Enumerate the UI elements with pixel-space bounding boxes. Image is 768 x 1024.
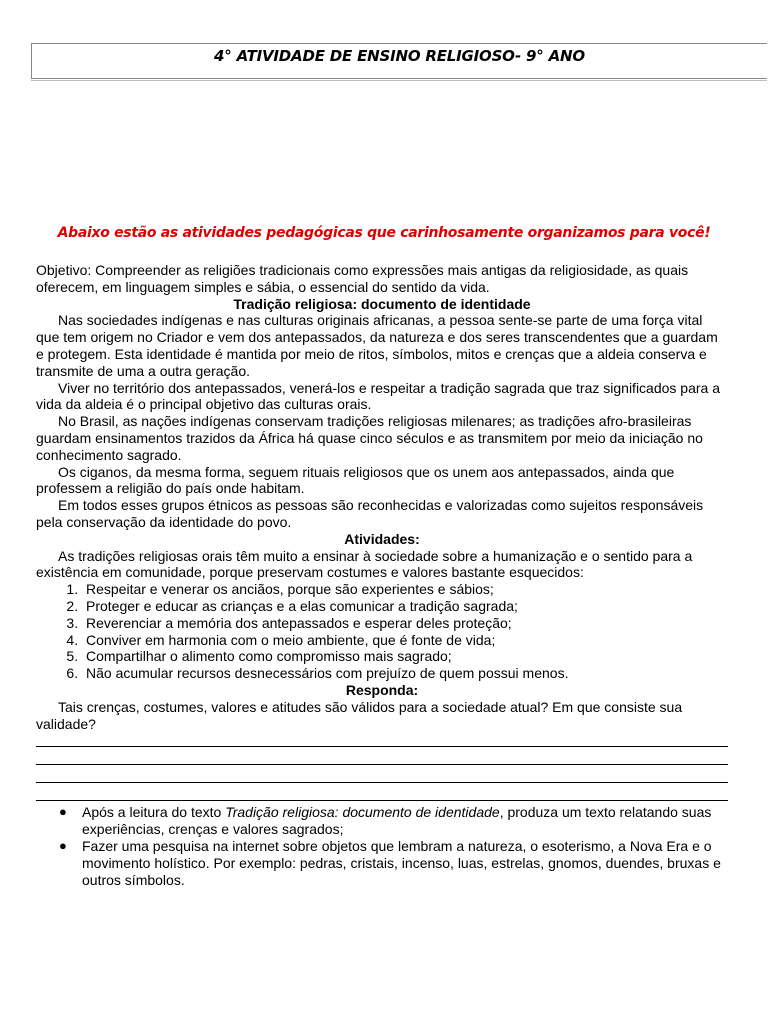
bullet-text-italic: Tradição religiosa: documento de identidade — [225, 804, 500, 821]
header-box — [31, 43, 767, 79]
values-list — [36, 581, 728, 682]
question-paragraph: Tais crenças, costumes, valores e atitudes são válidos para a sociedade atual? Em que consiste sua validade? — [36, 698, 683, 732]
objective-paragraph: Objetivo: Compreender as religiões tradicionais como expressões mais antigas da religiosidade, as quais oferecem, em linguagem simples e sábia, o essencial do sentido da vida. — [36, 262, 689, 295]
list-item: 1. Respeitar e venerar os anciãos, porque são experientes e sábios; — [82, 581, 728, 598]
tradition-paragraph-5: Em todos esses grupos étnicos as pessoas são reconhecidas e valorizadas como sujeitos responsáveis pela conservação da identidade do povo. — [36, 497, 704, 530]
answer-line[interactable] — [36, 750, 728, 765]
section-heading-activities: Atividades: — [344, 530, 420, 547]
list-item: 4. Conviver em harmonia com o meio ambiente, que é fonte de vida; — [82, 632, 728, 649]
tradition-paragraph-3: No Brasil, as nações indígenas conservam tradições religiosas milenares; as tradições afro-brasileiras guardam ensinamentos trazidos da África há quase cinco séculos e as transmitem por meio da iniciação no conhecimento sagrado. — [36, 413, 703, 463]
list-item: 5. Compartilhar o alimento como compromisso mais sagrado; — [82, 648, 728, 665]
answer-line[interactable] — [36, 786, 728, 801]
answer-line[interactable] — [36, 732, 728, 747]
tradition-paragraph-1: Nas sociedades indígenas e nas culturas originais africanas, a pessoa sente-se parte de uma força vital que tem origem no Criador e vem dos antepassados, da natureza e dos seres transcendentes que a guardam e protegem. Esta identidade é mantida por meio de ritos, símbolos, mitos e crenças que a aldeia conserva e transmite de uma a outra geração. — [36, 312, 718, 379]
list-item — [59, 837, 728, 888]
answer-line[interactable] — [36, 768, 728, 783]
tradition-paragraph-4: Os ciganos, da mesma forma, seguem rituais religiosos que os unem aos antepassados, ainda que professem a religião do país onde habitam. — [36, 463, 675, 497]
page-title: 4° ATIVIDADE DE ENSINO RELIGIOSO- 9° ANO — [214, 47, 585, 65]
list-item: 6. Não acumular recursos desnecessários com prejuízo de quem possui menos. — [82, 665, 728, 682]
bullet-text-before: Após a leitura do texto — [82, 804, 226, 821]
bullet-icon: ● — [59, 837, 67, 853]
list-item — [59, 804, 728, 838]
header-divider — [31, 80, 767, 81]
list-item: 3. Reverenciar a memória dos antepassados e esperar deles proteção; — [82, 615, 728, 632]
task-bullet-list — [36, 804, 728, 888]
list-item: 2. Proteger e educar as crianças e a elas comunicar a tradição sagrada; — [82, 598, 728, 615]
section-heading-respond: Responda: — [345, 681, 419, 698]
bullet-icon: ● — [59, 804, 67, 820]
activities-paragraph: As tradições religiosas orais têm muito a ensinar à sociedade sobre a humanização e o sentido para a existência em comunidade, porque preservam costumes e valores bastante esquecidos: — [36, 547, 693, 581]
bullet-text-after: , produza um texto relatando suas experiências, crenças e valores sagrados; — [82, 804, 712, 838]
bullet-text-before: Fazer uma pesquisa na internet sobre objetos que lembram a natureza, o esoterismo, a Nova Era e o movimento holístico. Por exemplo: pedras, cristais, incenso, luas, estrelas, gnomos, duendes, bruxas e outros símbolos. — [82, 837, 721, 888]
tradition-paragraph-2: Viver no território dos antepassados, venerá-los e respeitar a tradição sagrada que traz significados para a vida da aldeia é o principal objetivo das culturas orais. — [36, 379, 721, 413]
document-body — [36, 262, 728, 888]
section-heading-tradition: Tradição religiosa: documento de identidade — [233, 295, 531, 312]
intro-message: Abaixo estão as atividades pedagógicas que carinhosamente organizamos para você! — [57, 225, 711, 241]
